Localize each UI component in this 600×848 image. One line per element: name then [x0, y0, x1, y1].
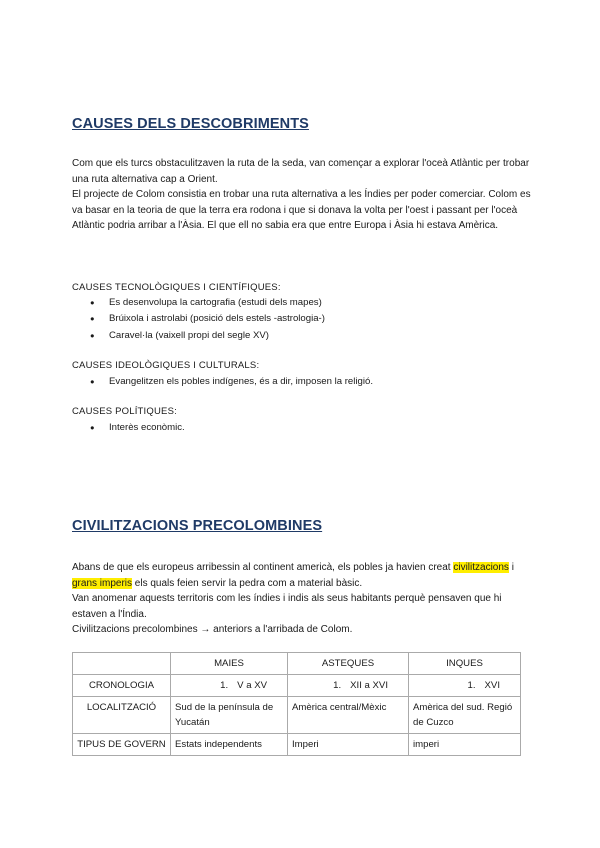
table-row	[73, 675, 521, 697]
table-cell: Sud de la península de Yucatán	[171, 697, 288, 734]
paragraph-civilitzacions: Abans de que els europeus arribessin al continent americà, els pobles ja havien creat civilitzacions i grans imperis els quals feien servir la pedra com a material bàsic.	[72, 562, 514, 589]
table-cell: 1. V a XV	[171, 675, 288, 697]
table-row	[73, 734, 521, 756]
list-item: ● Brúixola i astrolabi (posició dels estels -astrologia-)	[90, 311, 325, 327]
section-title-precolombines: CIVILITZACIONS PRECOLOMBINES	[72, 518, 323, 534]
highlight-civilitzacions: civilitzacions	[453, 562, 509, 573]
table-header-cell: MAIES	[171, 653, 288, 675]
table-cell: Amèrica central/Mèxic	[288, 697, 409, 734]
label-causes-tecnologiques: CAUSES TECNOLÒGIQUES I CIENTÍFIQUES:	[72, 282, 281, 293]
section-title-descobriments: CAUSES DELS DESCOBRIMENTS	[72, 116, 309, 132]
list-item: ● Es desenvolupa la cartografia (estudi dels mapes)	[90, 295, 325, 311]
label-causes-politiques: CAUSES POLÍTIQUES:	[72, 406, 177, 417]
list-item: ● Interès econòmic.	[90, 420, 185, 436]
list-causes-ideologiques	[90, 374, 373, 390]
table-header-row	[73, 653, 521, 675]
highlight-grans-imperis: grans imperis	[72, 577, 133, 589]
table-header-cell	[73, 653, 171, 675]
table-cell: 1. XVI	[409, 675, 521, 697]
list-causes-tecnologiques	[90, 295, 325, 344]
table-cell: imperi	[409, 734, 521, 756]
row-label: LOCALITZACIÓ	[73, 697, 171, 734]
table-cell: Imperi	[288, 734, 409, 756]
table-cell: Amèrica del sud. Regió de Cuzco	[409, 697, 521, 734]
list-item: ● Caravel·la (vaixell propi del segle XV)	[90, 328, 325, 344]
paragraph-colom: El projecte de Colom consistia en trobar una ruta alternativa a les Índies per poder comerciar. Colom es va basar en la teoria de que la terra era rodona i que si donava la volta per l'oest i passant per l'oceà Atlàntic podria arribar a l'Àsia. El que ell no sabia era que entre Europa i Àsia hi estava Amèrica.	[72, 189, 531, 231]
table-header-cell: INQUES	[409, 653, 521, 675]
paragraph-definicio: Civilitzacions precolombines → anteriors a l'arribada de Colom.	[72, 624, 353, 635]
label-causes-ideologiques: CAUSES IDEOLÒGIQUES I CULTURALS:	[72, 360, 260, 371]
table-cell: 1. XII a XVI	[288, 675, 409, 697]
civilitzacions-table	[72, 652, 521, 756]
table-row	[73, 697, 521, 734]
row-label: TIPUS DE GOVERN	[73, 734, 171, 756]
paragraph-indies: Van anomenar aquests territoris com les índies i indis als seus habitants perquè pensaven que hi estaven a l'Índia.	[72, 593, 502, 620]
table-header-cell: ASTEQUES	[288, 653, 409, 675]
list-item: ● Evangelitzen els pobles indígenes, és a dir, imposen la religió.	[90, 374, 373, 390]
list-causes-politiques	[90, 420, 185, 436]
paragraph-turcs: Com que els turcs obstaculitzaven la ruta de la seda, van començar a explorar l'oceà Atlàntic per trobar una ruta alternativa cap a Orient.	[72, 158, 530, 185]
table-cell: Estats independents	[171, 734, 288, 756]
row-label: CRONOLOGIA	[73, 675, 171, 697]
